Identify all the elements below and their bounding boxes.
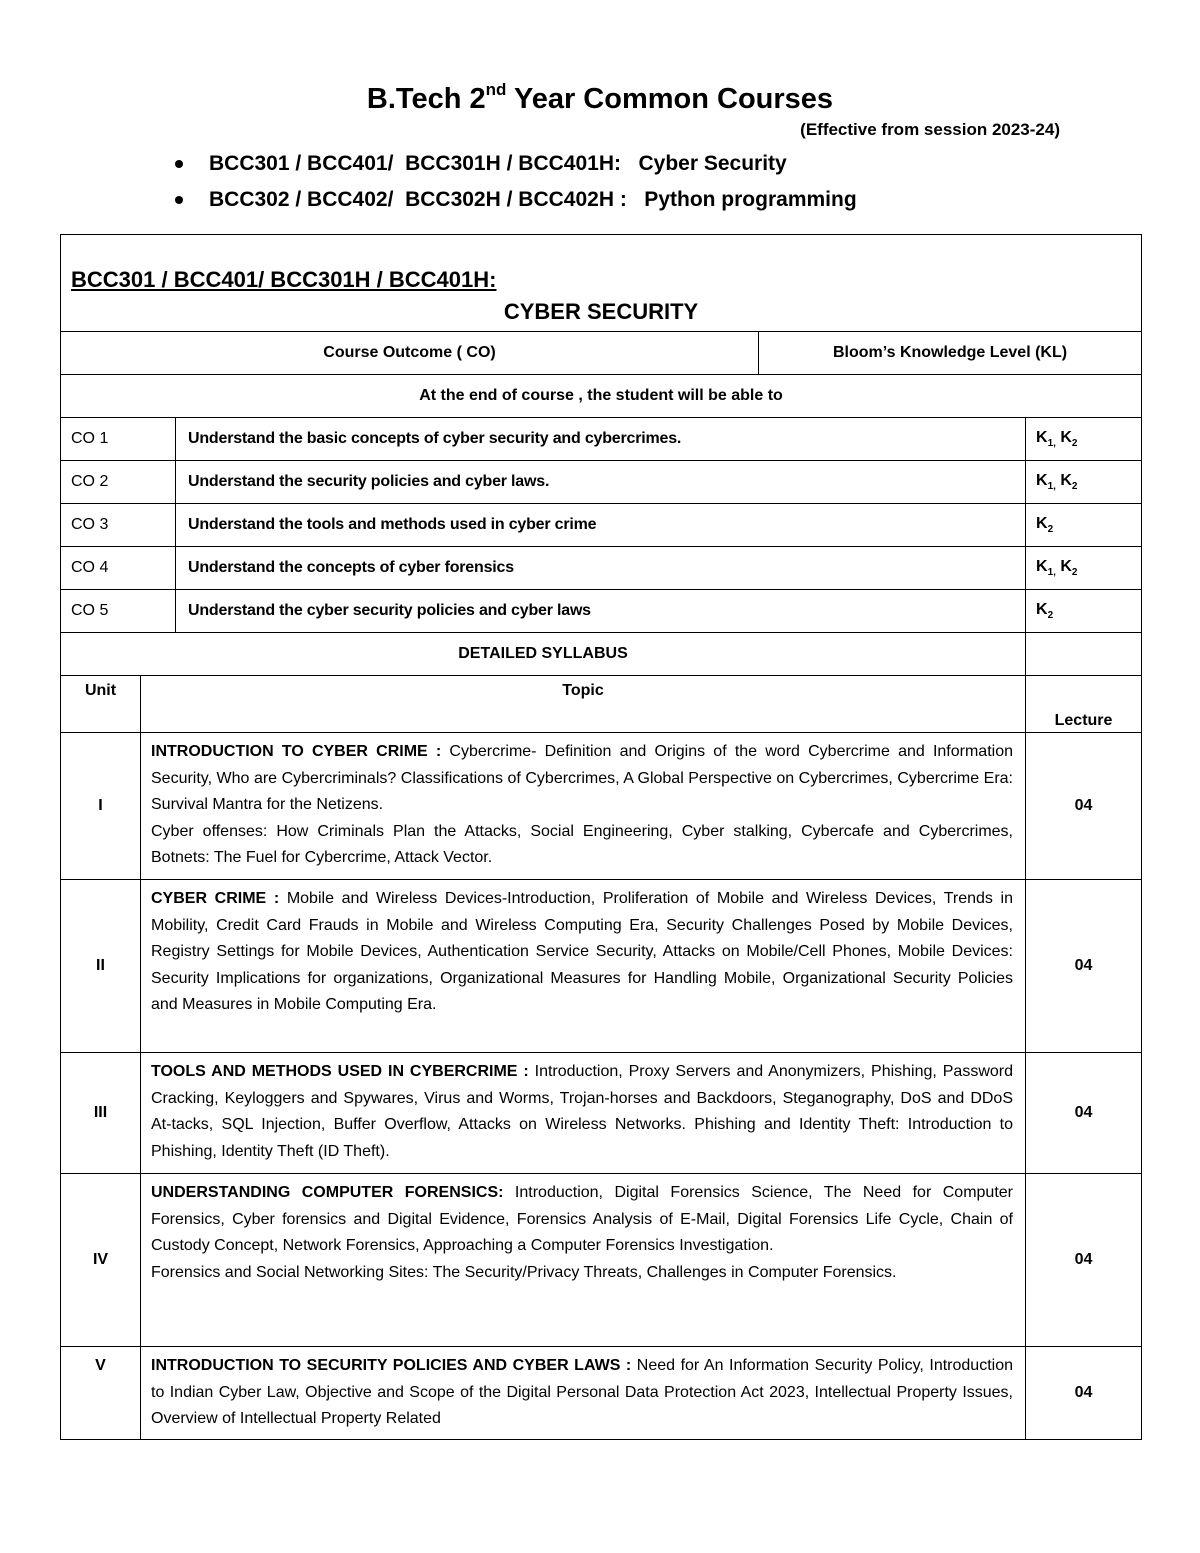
unit-row xyxy=(61,733,1142,880)
course-codes: BCC301 / BCC401/ BCC301H / BCC401H: xyxy=(71,267,497,292)
unit-lecture: 04 xyxy=(1026,1053,1142,1174)
unit-number: I xyxy=(61,733,141,880)
co-id: CO 5 xyxy=(61,590,176,633)
co-kl: $K_{1,}$ $K_2$ xyxy=(1026,418,1142,461)
unit-topic: CYBER CRIME : Mobile and Wireless Devices-Introduction, Proliferation of Mobile and Wireless Devices, Trends in Mobility, Credit Card Frauds in Mobile and Wireless Computing Era, Security Challenges Posed by Mobile Devices, Registry Settings for Mobile Devices, Authentication Service Security, Attacks on Mobile/Cell Phones, Mobile Devices: Security Implications for organizations, Organizational Measures for Handling Mobile, Organizational Security Policies and Measures in Mobile Computing Era. xyxy=(141,880,1026,1053)
course-list xyxy=(175,146,857,218)
page-title: B.Tech 2nd Year Common Courses xyxy=(366,80,834,115)
unit-row xyxy=(61,1347,1142,1440)
unit-number: III xyxy=(61,1053,141,1174)
co-id: CO 4 xyxy=(61,547,176,590)
syllabus-header-row xyxy=(61,676,1142,733)
kl-header: Bloom’s Knowledge Level (KL) xyxy=(759,332,1142,374)
unit-number: IV xyxy=(61,1174,141,1347)
co-id: CO 1 xyxy=(61,418,176,461)
syllabus-table xyxy=(60,234,1142,1440)
co-row xyxy=(61,547,1142,590)
co-row xyxy=(61,461,1142,504)
co-header: Course Outcome ( CO) xyxy=(323,344,496,361)
unit-number: II xyxy=(61,880,141,1053)
lecture-column-header: Lecture xyxy=(1026,676,1142,733)
unit-topic: INTRODUCTION TO CYBER CRIME : Cybercrime- Definition and Origins of the word Cybercrime and Information Security, Who are Cybercriminals? Classifications of Cybercrimes, A Global Perspective on Cybercrimes, Cybercrime Era: Survival Mantra for the Netizens. Cyber offenses: How Criminals Plan the Attacks, Social Engineering, Cyber stalking, Cybercafe and Cybercrimes, Botnets: The Fuel for Cybercrime, Attack Vector. xyxy=(141,733,1026,880)
co-kl: $K_{1,}$ $K_2$ xyxy=(1026,547,1142,590)
co-id: CO 3 xyxy=(61,504,176,547)
course-list-item: BCC302 / BCC402/ BCC302H / BCC402H : Python programming xyxy=(175,182,857,218)
course-heading xyxy=(61,235,1142,332)
course-name: CYBER SECURITY xyxy=(503,299,699,324)
unit-topic: UNDERSTANDING COMPUTER FORENSICS: Introduction, Digital Forensics Science, The Need for Computer Forensics, Cyber forensics and Digital Evidence, Forensics Analysis of E-Mail, Digital Forensics Life Cycle, Chain of Custody Concept, Network Forensics, Approaching a Computer Forensics Investigation. Forensics and Social Networking Sites: The Security/Privacy Threats, Challenges in Computer Forensics. xyxy=(141,1174,1026,1347)
unit-number: V xyxy=(61,1347,141,1440)
unit-topic: TOOLS AND METHODS USED IN CYBERCRIME : Introduction, Proxy Servers and Anonymizers, Phishing, Password Cracking, Keyloggers and Spywares, Virus and Worms, Trojan-horses and Backdoors, Steganography, DoS and DDoS At-tacks, SQL Injection, Buffer Overflow, Attacks on Wireless Networks. Phishing and Identity Theft: Introduction to Phishing, Identity Theft (ID Theft). xyxy=(141,1053,1026,1174)
co-description: Understand the concepts of cyber forensics xyxy=(176,547,1026,590)
unit-column-header: Unit xyxy=(61,676,141,733)
syllabus-title: DETAILED SYLLABUS xyxy=(61,633,1026,676)
co-row xyxy=(61,418,1142,461)
co-intro: At the end of course , the student will be able to xyxy=(61,375,1142,418)
syllabus-title-blank xyxy=(1026,633,1142,676)
bullet-icon xyxy=(175,160,183,168)
co-header-row xyxy=(61,332,1142,375)
unit-lecture: 04 xyxy=(1026,880,1142,1053)
co-id: CO 2 xyxy=(61,461,176,504)
unit-lecture: 04 xyxy=(1026,733,1142,880)
co-row xyxy=(61,590,1142,633)
co-description: Understand the tools and methods used in cyber crime xyxy=(176,504,1026,547)
co-description: Understand the security policies and cyber laws. xyxy=(176,461,1026,504)
co-description: Understand the cyber security policies and cyber laws xyxy=(176,590,1026,633)
co-row xyxy=(61,504,1142,547)
unit-row xyxy=(61,880,1142,1053)
co-kl: $K_{1,}$ $K_2$ xyxy=(1026,461,1142,504)
unit-row xyxy=(61,1053,1142,1174)
topic-column-header: Topic xyxy=(141,676,1026,733)
co-kl: $K_2$ xyxy=(1026,590,1142,633)
unit-lecture: 04 xyxy=(1026,1347,1142,1440)
unit-lecture: 04 xyxy=(1026,1174,1142,1347)
unit-topic: INTRODUCTION TO SECURITY POLICIES AND CYBER LAWS : Need for An Information Security Policy, Introduction to Indian Cyber Law, Objective and Scope of the Digital Personal Data Protection Act 2023, Intellectual Property Issues, Overview of Intellectual Property Related xyxy=(141,1347,1026,1440)
bullet-icon xyxy=(175,196,183,204)
co-description: Understand the basic concepts of cyber security and cybercrimes. xyxy=(176,418,1026,461)
effective-session: (Effective from session 2023-24) xyxy=(800,120,1060,139)
co-kl: $K_2$ xyxy=(1026,504,1142,547)
unit-row xyxy=(61,1174,1142,1347)
course-list-item: BCC301 / BCC401/ BCC301H / BCC401H: Cyber Security xyxy=(175,146,857,182)
